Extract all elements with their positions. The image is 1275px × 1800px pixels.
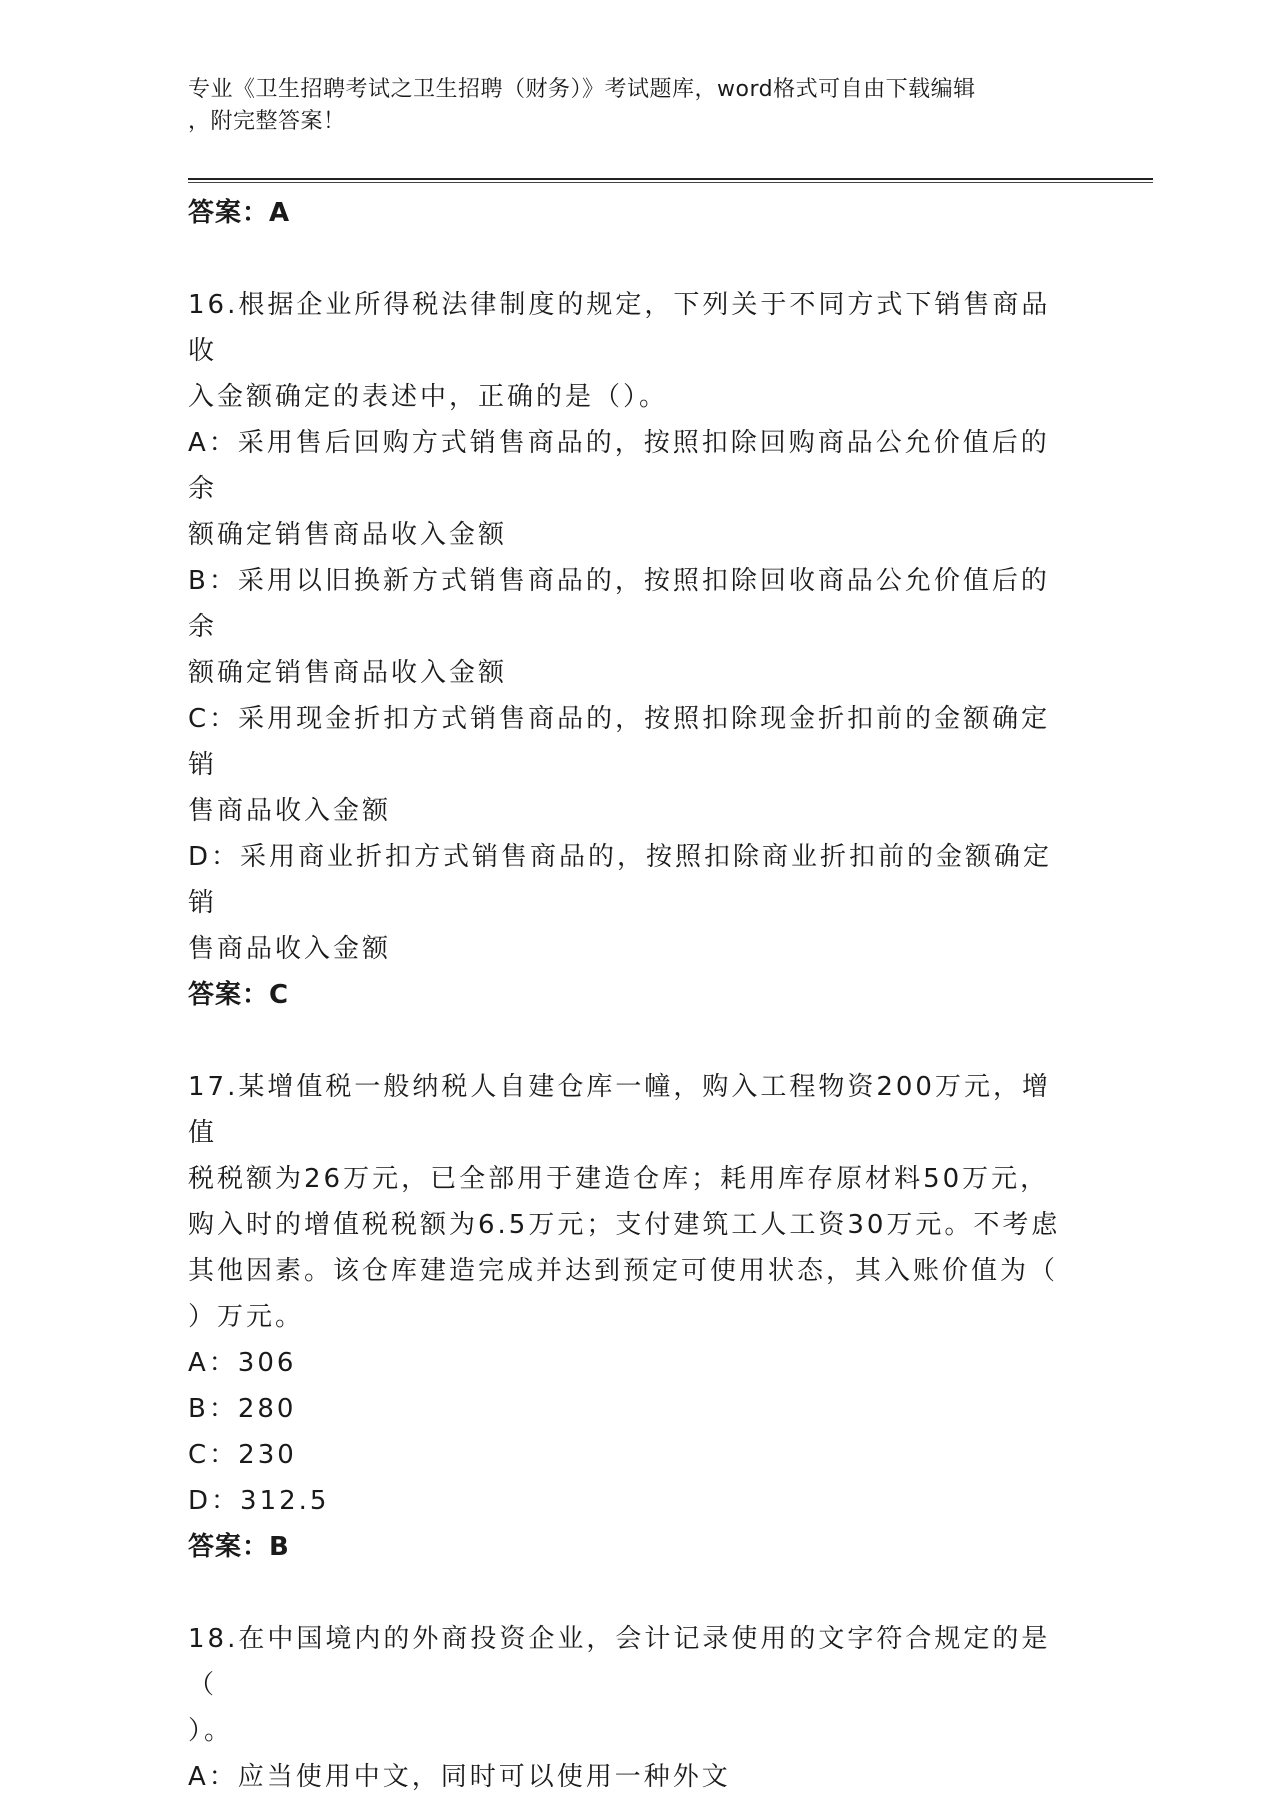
option-c-cont: 售商品收入金额 [188,796,392,826]
spacer [188,1570,1068,1616]
answer-q15: 答案：A [188,198,291,228]
option-d-cont: 售商品收入金额 [188,934,392,964]
header-divider-thin [188,182,1153,183]
answer-q17: 答案：B [188,1532,290,1562]
question-content [188,190,1068,1800]
question-18 [188,1616,1068,1800]
question-stem-line: 16.根据企业所得税法律制度的规定，下列关于不同方式下销售商品收 [188,290,1051,366]
option-b: B：采用以旧换新方式销售商品的，按照扣除回收商品公允价值后的余 [188,566,1050,642]
spacer [188,1018,1068,1064]
question-17 [188,1064,1068,1570]
header-line-2: ，附完整答案！ [188,109,346,134]
option-a: A：应当使用中文，同时可以使用一种外文 [188,1762,731,1792]
answer-q16: 答案：C [188,980,290,1010]
header-divider [188,178,1153,180]
option-c: C：采用现金折扣方式销售商品的，按照扣除现金折扣前的金额确定销 [188,704,1051,780]
option-a-cont: 额确定销售商品收入金额 [188,520,508,550]
question-16 [188,282,1068,1018]
question-stem-line: 入金额确定的表述中，正确的是（）。 [188,382,669,412]
question-stem-line: 其他因素。该仓库建造完成并达到预定可使用状态，其入账价值为（ [188,1256,1059,1286]
question-stem-line: 购入时的增值税税额为6.5万元；支付建筑工人工资30万元。不考虑 [188,1210,1061,1240]
option-a: A：306 [188,1348,297,1378]
question-stem-line: 税税额为26万元，已全部用于建造仓库；耗用库存原材料50万元， [188,1164,1050,1194]
question-stem-line: ）。 [188,1716,234,1746]
option-d: D：312.5 [188,1486,330,1516]
option-b: B：280 [188,1394,297,1424]
question-stem-line: 17.某增值税一般纳税人自建仓库一幢，购入工程物资200万元，增值 [188,1072,1051,1148]
question-stem-line: 18.在中国境内的外商投资企业，会计记录使用的文字符合规定的是（ [188,1624,1051,1700]
option-d: D：采用商业折扣方式销售商品的，按照扣除商业折扣前的金额确定销 [188,842,1053,918]
question-stem-line: ）万元。 [188,1302,305,1332]
option-a: A：采用售后回购方式销售商品的，按照扣除回购商品公允价值后的余 [188,428,1050,504]
document-header [188,74,1068,138]
option-c: C：230 [188,1440,297,1470]
header-line-1: 专业《卫生招聘考试之卫生招聘（财务）》考试题库，word格式可自由下载编辑 [188,77,976,102]
spacer [188,236,1068,282]
option-b-cont: 额确定销售商品收入金额 [188,658,508,688]
